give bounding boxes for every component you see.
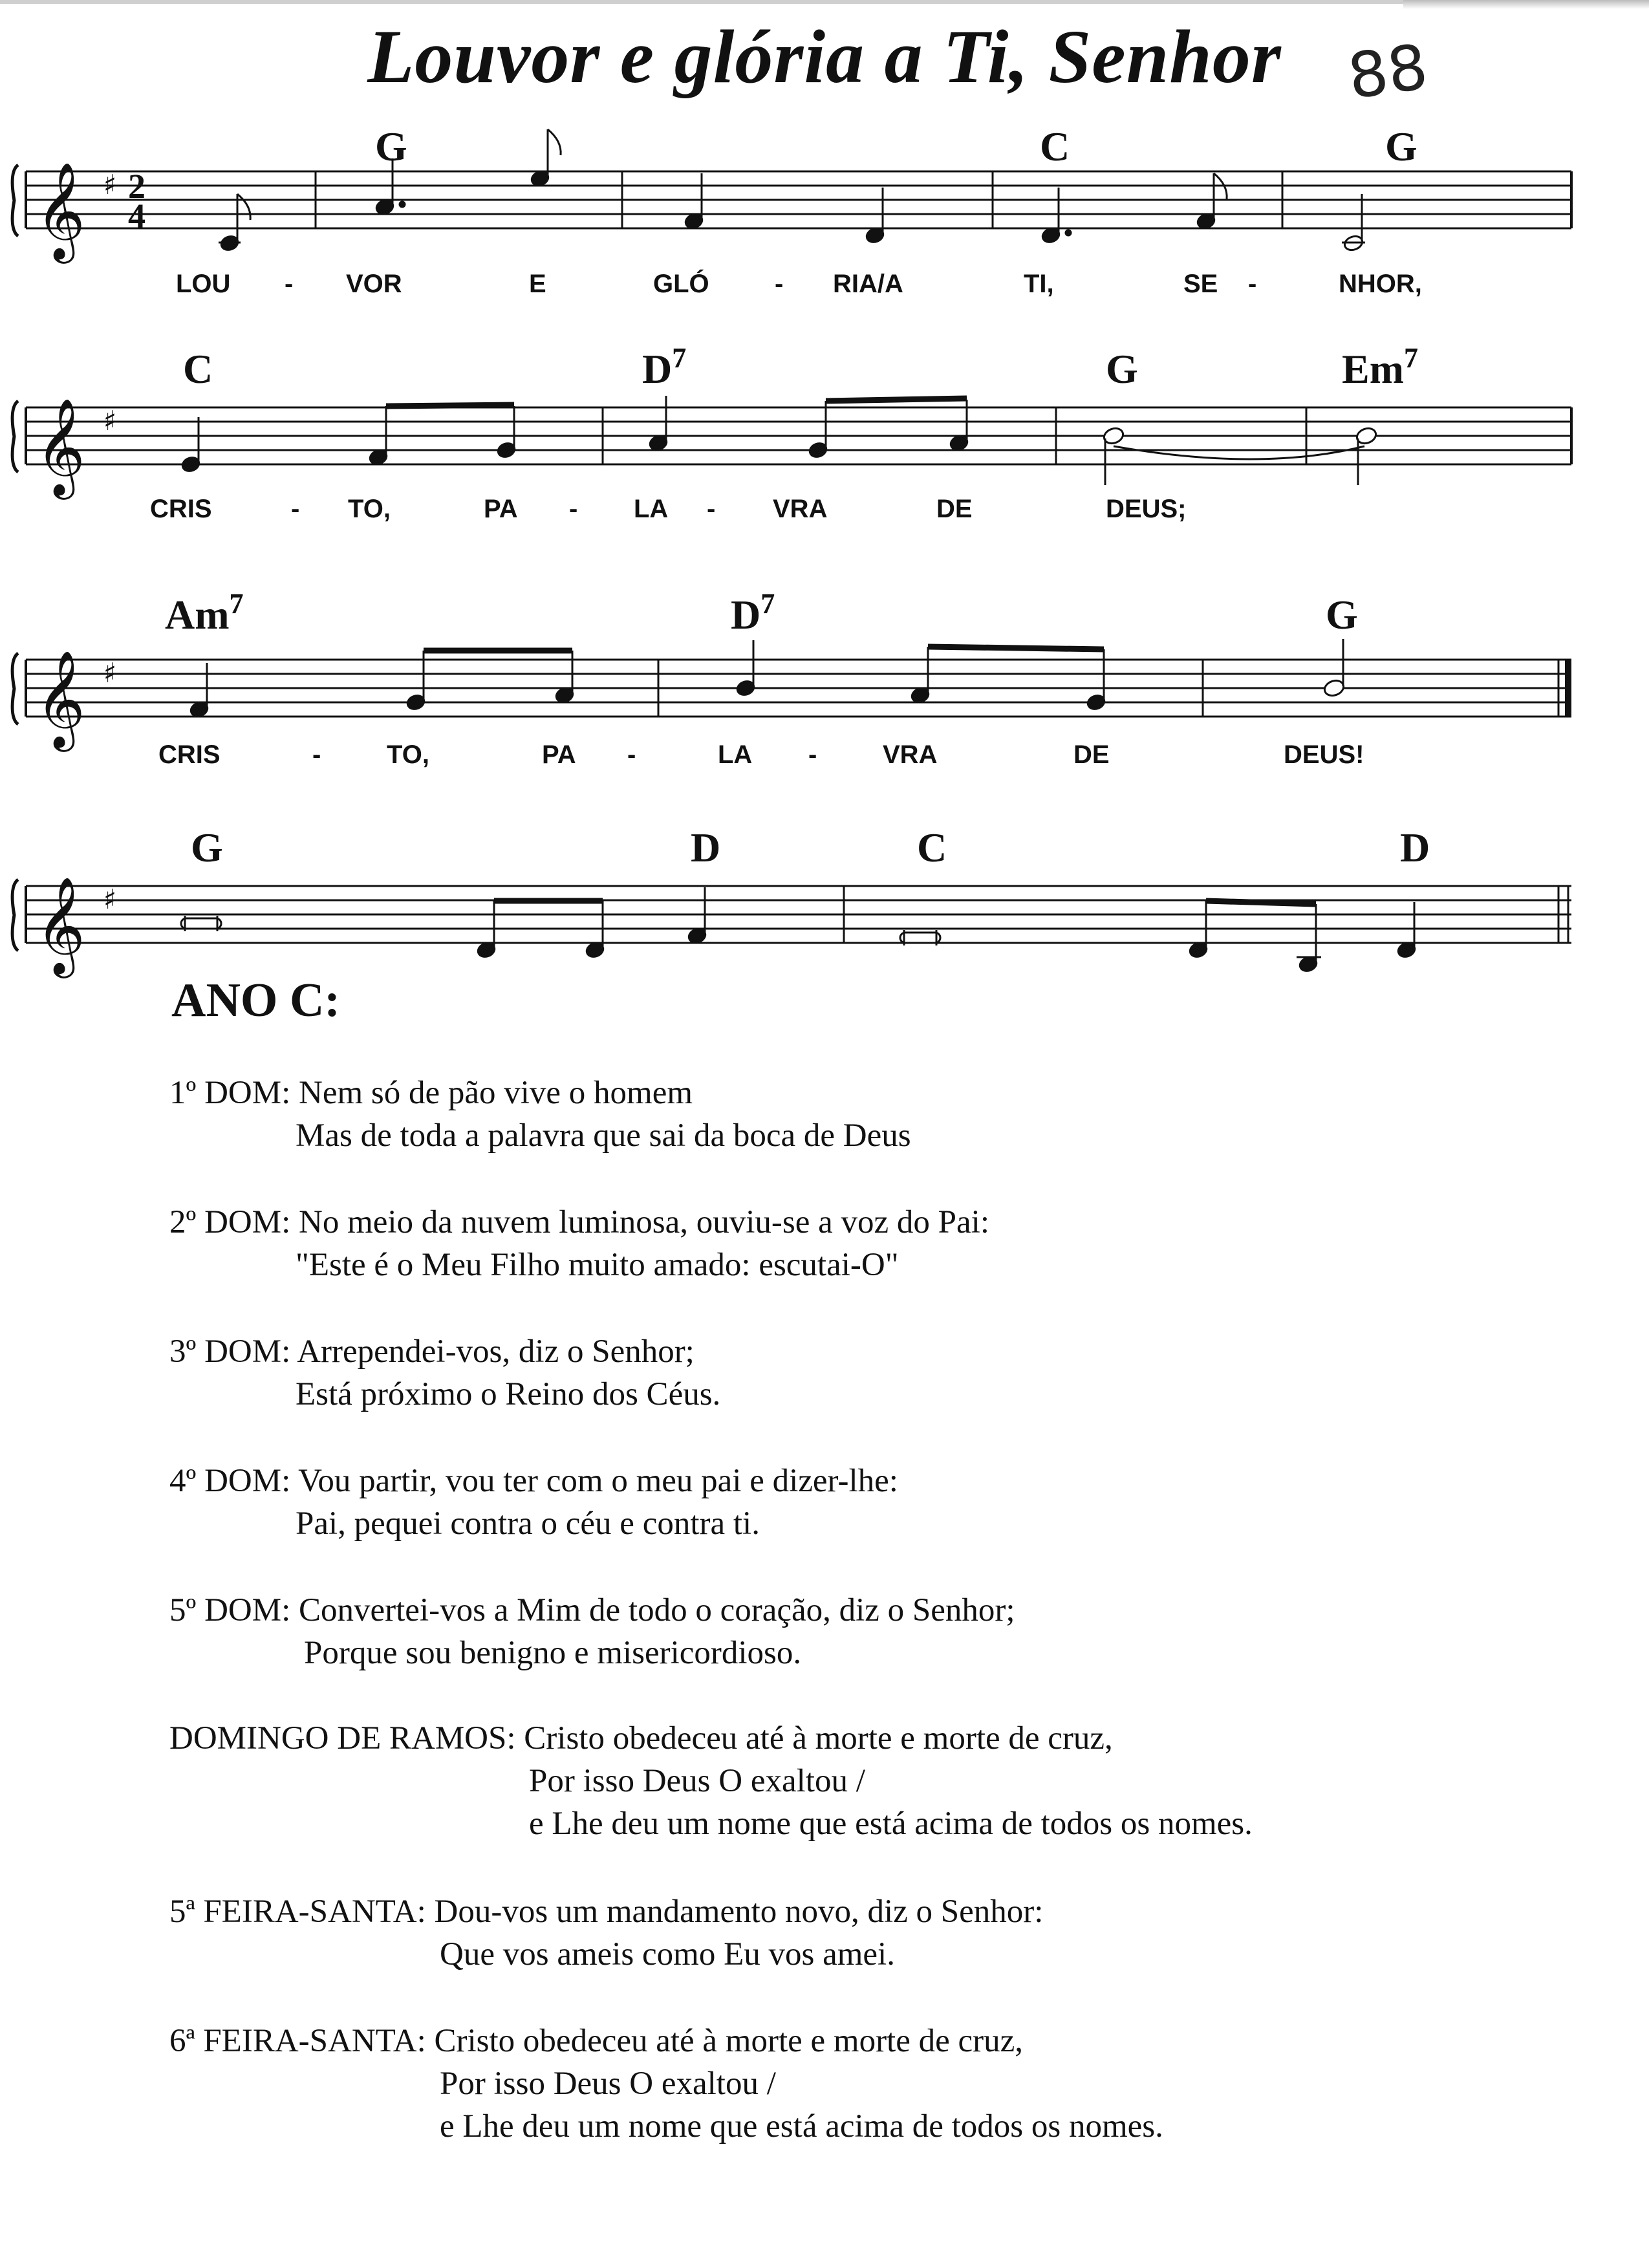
chord-s4-4: D [1400, 825, 1430, 870]
lyric: CRIS [150, 495, 212, 523]
verse-label: 2º DOM: [169, 1204, 291, 1240]
lyric: VRA [773, 495, 828, 523]
lyric: DE [936, 495, 973, 523]
lyric: TI, [1024, 270, 1054, 298]
verse-2 [169, 1201, 989, 1286]
verse-3 [169, 1330, 720, 1416]
lyric: DEUS! [1284, 740, 1364, 769]
lyric: GLÓ [653, 270, 709, 298]
verse-5 [169, 1589, 1015, 1674]
notes-system-3 [189, 639, 1345, 718]
lyric: SE [1183, 270, 1218, 298]
lyrics-system-1 [176, 268, 1422, 298]
lyric: PA [542, 740, 576, 769]
treble-clef-1: 𝄞 [36, 161, 85, 259]
lyric: LA [634, 495, 669, 523]
verse-line: Convertei-vos a Mim de todo o coração, diz o Senhor; [299, 1592, 1015, 1628]
section-heading: ANO C: [171, 974, 341, 1027]
chord-s2-1: C [183, 346, 213, 392]
lyric: NHOR, [1339, 270, 1422, 298]
chord-s4-1: G [191, 825, 223, 870]
lyric: PA [484, 495, 518, 523]
time-sig-top: 2 [128, 167, 146, 206]
lyric: - [285, 270, 294, 298]
brace-4 [12, 880, 18, 951]
handwritten-page-number: 88 [1343, 30, 1432, 113]
lyrics-system-3 [158, 740, 1364, 769]
chord-s3-3: G [1326, 592, 1358, 638]
verse-label: DOMINGO DE RAMOS: [169, 1720, 516, 1756]
verse-7 [169, 1890, 1043, 1976]
chord-s2-4: Em$^7$ [1342, 342, 1418, 392]
treble-clef-4: 𝄞 [36, 876, 85, 974]
brace-3 [12, 653, 18, 724]
chord-s4-3: C [917, 825, 947, 870]
brace-1 [12, 165, 18, 236]
verse-4 [169, 1460, 898, 1545]
lyric: - [775, 270, 784, 298]
verse-8 [169, 2020, 1163, 2148]
chord-s4-2: D [691, 825, 721, 870]
lyric: - [627, 740, 636, 769]
song-title: Louvor e glória a Ti, Senhor [367, 14, 1282, 99]
notes-system-2 [180, 396, 1377, 485]
lyric: CRIS [158, 740, 221, 769]
lyric: DEUS; [1106, 495, 1187, 523]
lyric: TO, [348, 495, 391, 523]
verse-line: Cristo obedeceu até à morte e morte de cruz, [434, 2023, 1024, 2059]
lyric: - [707, 495, 716, 523]
time-sig-bottom: 4 [128, 197, 146, 235]
chord-s3-1: Am$^7$ [165, 588, 244, 638]
lyric: E [529, 270, 546, 298]
verse-line: Arrependei-vos, diz o Senhor; [297, 1334, 695, 1370]
verse-line: Mas de toda a palavra que sai da boca de Deus [296, 1118, 911, 1154]
verse-line: No meio da nuvem luminosa, ouviu-se a voz do Pai: [299, 1204, 989, 1240]
brace-2 [12, 401, 18, 472]
verse-line: Dou-vos um mandamento novo, diz o Senhor: [434, 1894, 1044, 1930]
lyric: - [312, 740, 321, 769]
verse-line: Vou partir, vou ter com o meu pai e dizer-lhe: [298, 1463, 898, 1499]
verse-1 [169, 1072, 911, 1157]
lyric: DE [1073, 740, 1110, 769]
key-sharp-3: ♯ [103, 657, 117, 689]
lyric: - [1248, 270, 1257, 298]
chord-s2-3: G [1106, 346, 1138, 392]
music-score [0, 0, 1649, 983]
verse-label: 5º DOM: [169, 1592, 291, 1628]
verse-label: 5ª FEIRA-SANTA: [169, 1894, 426, 1930]
lyric: TO, [387, 740, 429, 769]
verse-line: Está próximo o Reino dos Céus. [296, 1376, 721, 1412]
key-sharp-4: ♯ [103, 883, 117, 915]
verse-line: Que vos ameis como Eu vos amei. [440, 1936, 895, 1972]
staff-system-2 [26, 407, 1571, 464]
verse-label: 1º DOM: [169, 1075, 291, 1111]
staff-system-4 [26, 886, 1571, 943]
key-sharp-2: ♯ [103, 405, 117, 437]
chord-s1-2: C [1040, 124, 1070, 169]
verse-line: Porque sou benigno e misericordioso. [304, 1635, 802, 1671]
lyric: - [808, 740, 817, 769]
verse-label: 6ª FEIRA-SANTA: [169, 2023, 426, 2059]
treble-clef-2: 𝄞 [36, 397, 85, 495]
treble-clef-3: 𝄞 [36, 649, 85, 748]
lyric: RIA/A [833, 270, 903, 298]
lyric: - [569, 495, 578, 523]
verse-6 [169, 1717, 1253, 1845]
chord-s1-1: G [375, 124, 407, 169]
verse-line: Por isso Deus O exaltou / [529, 1763, 865, 1799]
verse-line: "Este é o Meu Filho muito amado: escutai-O" [296, 1247, 899, 1283]
lyrics-system-2 [150, 495, 1186, 523]
verse-line: e Lhe deu um nome que está acima de todos os nomes. [440, 2108, 1163, 2144]
verse-line: Cristo obedeceu até à morte e morte de cruz, [524, 1720, 1113, 1756]
key-sharp-1: ♯ [103, 169, 117, 200]
lyric: VOR [346, 270, 402, 298]
chord-s2-2: $D^7$ [642, 342, 687, 392]
verse-line: Nem só de pão vive o homem [299, 1075, 693, 1111]
lyric: - [291, 495, 300, 523]
verse-line: Pai, pequei contra o céu e contra ti. [296, 1506, 760, 1542]
lyric: LOU [176, 270, 231, 298]
lyric: VRA [883, 740, 938, 769]
verse-line: e Lhe deu um nome que está acima de todos os nomes. [529, 1806, 1253, 1842]
lyric: LA [718, 740, 753, 769]
chord-s3-2: $D^7$ [731, 588, 775, 638]
verse-label: 3º DOM: [169, 1334, 291, 1370]
chord-s1-3: G [1385, 124, 1417, 169]
verse-line: Por isso Deus O exaltou / [440, 2066, 776, 2102]
staff-system-1 [26, 171, 1571, 228]
verse-label: 4º DOM: [169, 1463, 291, 1499]
